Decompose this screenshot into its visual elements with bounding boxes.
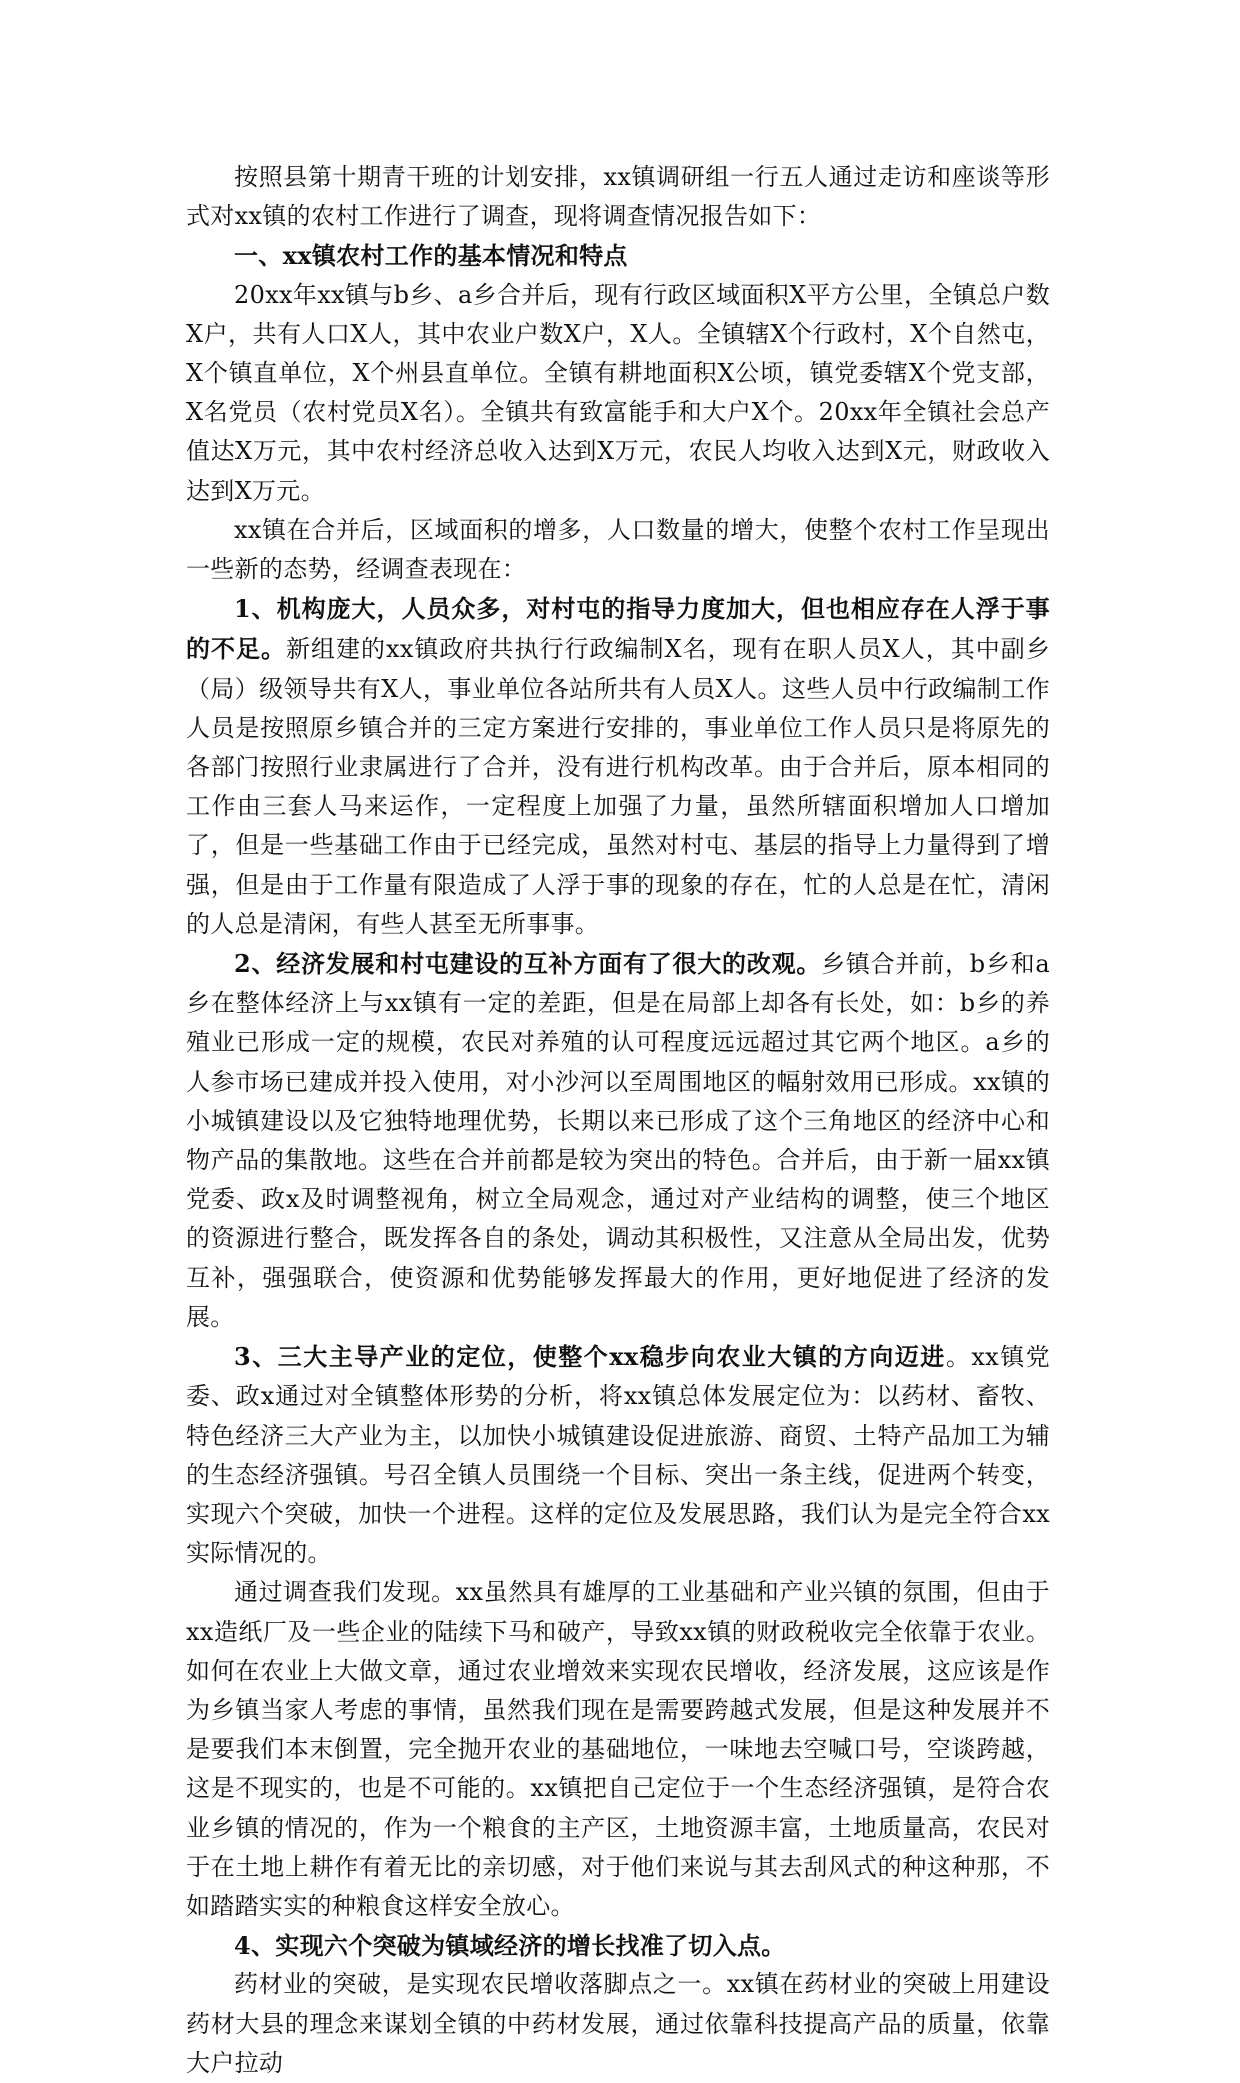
item2-body: 乡镇合并前，b乡和a乡在整体经济上与xx镇有一定的差距，但是在局部上却各有长处，如：b乡的养殖业已形成一定的规模，农民对养殖的认可程度远远超过其它两个地区。a乡的人参市场已建成并投入使用，对小沙河以至周围地区的幅射效用已形成。xx镇的小城镇建设以及它独特地理优势，长期以来已形成了这个三角地区的经济中心和物产品的集散地。这些在合并前都是较为突出的特色。合并后，由于新一届xx镇党委、政x及时调整视角，树立全局观念，通过对产业结构的调整，使三个地区的资源进行整合，既发挥各自的条处，调动其积极性，又注意从全局出发，优势互补，强强联合，使资源和优势能够发挥最大的作用，更好地促进了经济的发展。: [186, 950, 1051, 1331]
document-body: [186, 158, 1050, 2083]
item1-body: 新组建的xx镇政府共执行行政编制X名，现有在职人员X人，其中副乡（局）级领导共有X人，事业单位各站所共有人员X人。这些人员中行政编制工作人员是按照原乡镇合并的三定方案进行安排的，事业单位工作人员只是将原先的各部门按照行业隶属进行了合并，没有进行机构改革。由于合并后，原本相同的工作由三套人马来运作，一定程度上加强了力量，虽然所辖面积增加人口增加了，但是一些基础工作由于已经完成，虽然对村屯、基层的指导上力量得到了增强，但是由于工作量有限造成了人浮于事的现象的存在，忙的人总是在忙，清闲的人总是清闲，有些人甚至无所事事。: [186, 635, 1051, 938]
survey-paragraph: 通过调查我们发现。xx虽然具有雄厚的工业基础和产业兴镇的氛围，但由于xx造纸厂及一些企业的陆续下马和破产，导致xx镇的财政税收完全依靠于农业。如何在农业上大做文章，通过农业增效来实现农民增收，经济发展，这应该是作为乡镇当家人考虑的事情，虽然我们现在是需要跨越式发展，但是这种发展并不是要我们本末倒置，完全抛开农业的基础地位，一味地去空喊口号，空谈跨越，这是不现实的，也是不可能的。xx镇把自己定位于一个生态经济强镇，是符合农业乡镇的情况的，作为一个粮食的主产区，土地资源丰富，土地质量高，农民对于在土地上耕作有着无比的亲切感，对于他们来说与其去刮风式的种这种那，不如踏踏实实的种粮食这样安全放心。: [186, 1578, 1050, 1920]
basic-situation-paragraph: 20xx年xx镇与b乡、a乡合并后，现有行政区域面积X平方公里，全镇总户数X户，共有人口X人，其中农业户数X户，X人。全镇辖X个行政村，X个自然屯，X个镇直单位，X个州县直单位。全镇有耕地面积X公顷，镇党委辖X个党支部，X名党员（农村党员X名）。全镇共有致富能手和大户X个。20xx年全镇社会总产值达X万元，其中农村经济总收入达到X万元，农民人均收入达到X元，财政收入达到X万元。: [186, 280, 1050, 505]
item4-heading: 4、实现六个突破为镇域经济的增长找准了切入点。: [234, 1931, 786, 1961]
item2-lead: 2、经济发展和村屯建设的互补方面有了很大的改观。: [234, 949, 822, 979]
item3-paragraph: [186, 1337, 1050, 1573]
section-heading: 一、xx镇农村工作的基本情况和特点: [234, 241, 628, 271]
item3-lead: 3、三大主导产业的定位，使整个xx稳步向农业大镇的方向迈进: [234, 1342, 946, 1372]
item2-paragraph: [186, 944, 1050, 1337]
item1-lead: 1、机构庞大，人员众多，对村屯的指导力度加大，但也相应存在人浮于事的不足。: [186, 594, 1050, 664]
merge-paragraph: xx镇在合并后，区域面积的增多，人口数量的增大，使整个农村工作呈现出一些新的态势，经调查表现在：: [186, 515, 1050, 584]
item3-body: 。xx镇党委、政x通过对全镇整体形势的分析，将xx镇总体发展定位为：以药材、畜牧、特色经济三大产业为主，以加快小城镇建设促进旅游、商贸、土特产品加工为辅的生态经济强镇。号召全镇人员围绕一个目标、突出一条主线，促进两个转变，实现六个突破，加快一个进程。这样的定位及发展思路，我们认为是完全符合xx实际情况的。: [186, 1343, 1051, 1568]
intro-paragraph: 按照县第十期青干班的计划安排，xx镇调研组一行五人通过走访和座谈等形式对xx镇的农村工作进行了调查，现将调查情况报告如下：: [186, 163, 1050, 231]
item1-paragraph: [186, 589, 1050, 944]
medicine-paragraph: 药材业的突破，是实现农民增收落脚点之一。xx镇在药材业的突破上用建设药材大县的理念来谋划全镇的中药材发展，通过依靠科技提高产品的质量，依靠大户拉动: [186, 1970, 1050, 2077]
